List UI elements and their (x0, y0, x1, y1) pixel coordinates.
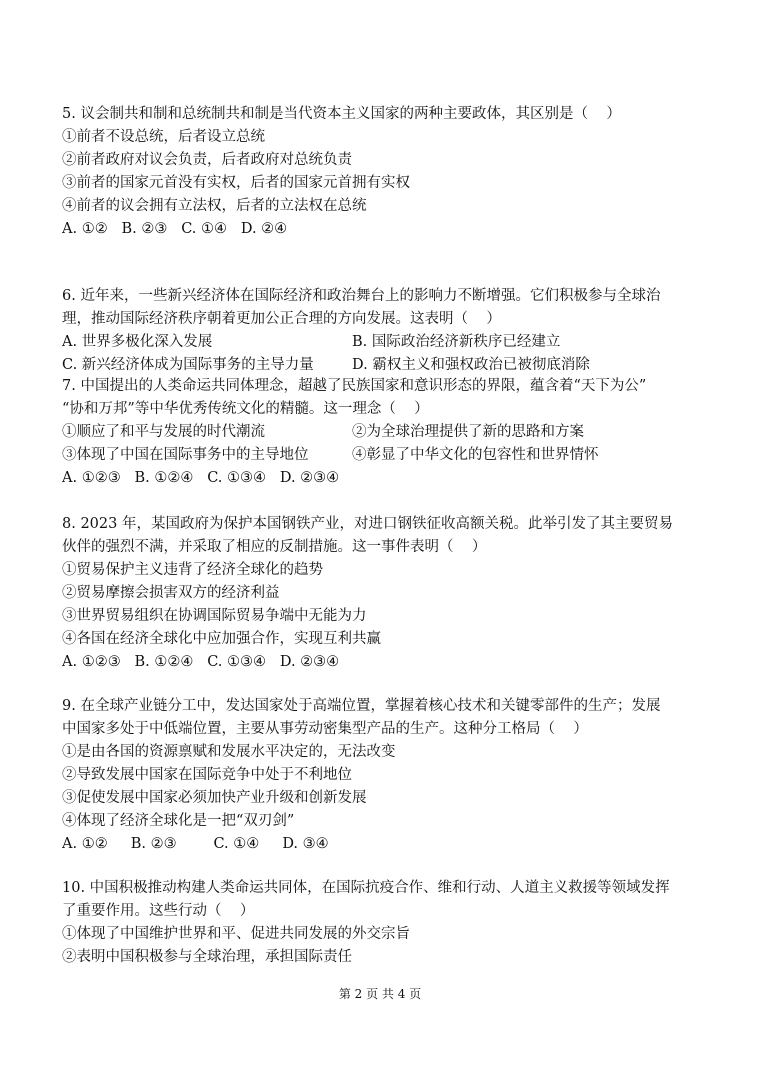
question-9 (62, 695, 712, 856)
question-6 (62, 285, 712, 377)
statement-1: ①顺应了和平与发展的时代潮流 (62, 424, 265, 440)
question-8 (62, 513, 712, 674)
statements-row (62, 444, 712, 467)
option-b: B. 国际政治经济新秩序已经建立 (352, 334, 561, 350)
option-d: D. 霸权主义和强权政治已被彻底消除 (352, 357, 590, 373)
option-a: A. 世界多极化深入发展 (62, 334, 213, 350)
answer-options: A. ①②③ B. ①②④ C. ①③④ D. ②③④ (62, 654, 340, 670)
question-stem: 8. 2023 年，某国政府为保护本国钢铁产业，对进口钢铁征收高额关税。此举引发了其主要贸易 (62, 516, 673, 532)
question-stem: 理，推动国际经济秩序朝着更加公正合理的方向发展。这表明（ ） (62, 311, 501, 327)
statement-4: ④前者的议会拥有立法权，后者的立法权在总统 (62, 198, 367, 214)
statement-3: ③促使发展中国家必须加快产业升级和创新发展 (62, 790, 367, 806)
options-row (62, 331, 712, 354)
statement-4: ④各国在经济全球化中应加强合作，实现互利共赢 (62, 631, 381, 647)
question-7 (62, 375, 712, 490)
question-stem: 5. 议会制共和制和总统制共和制是当代资本主义国家的两种主要政体，其区别是（ ） (62, 106, 621, 122)
page-footer: 第 2 页 共 4 页 (338, 987, 422, 1001)
statement-1: ①前者不设总统，后者设立总统 (62, 129, 265, 145)
statement-3: ③世界贸易组织在协调国际贸易争端中无能为力 (62, 608, 367, 624)
statement-1: ①贸易保护主义违背了经济全球化的趋势 (62, 562, 323, 578)
option-c: C. 新兴经济体成为国际事务的主导力量 (62, 357, 314, 373)
answer-options: A. ①②③ B. ①②④ C. ①③④ D. ②③④ (62, 470, 340, 486)
question-stem: 7. 中国提出的人类命运共同体理念，超越了民族国家和意识形态的界限，蕴含着“天下为公” (62, 378, 647, 394)
options-row (62, 354, 712, 377)
question-stem: 10. 中国积极推动构建人类命运共同体，在国际抗疫合作、维和行动、人道主义救援等领域发挥 (62, 880, 670, 896)
question-5 (62, 103, 712, 241)
statement-4: ④体现了经济全球化是一把“双刃剑” (62, 813, 295, 829)
statement-3: ③体现了中国在国际事务中的主导地位 (62, 447, 309, 463)
question-stem: 伙伴的强烈不满，并采取了相应的反制措施。这一事件表明（ ） (62, 539, 487, 555)
question-10 (62, 877, 712, 969)
statement-3: ③前者的国家元首没有实权，后者的国家元首拥有实权 (62, 175, 410, 191)
statements-row (62, 421, 712, 444)
statement-4: ④彰显了中华文化的包容性和世界情怀 (352, 447, 599, 463)
question-stem: 6. 近年来，一些新兴经济体在国际经济和政治舞台上的影响力不断增强。它们积极参与全球治 (62, 288, 661, 304)
answer-options: A. ①② B. ②③ C. ①④ D. ③④ (62, 836, 329, 852)
statement-1: ①是由各国的资源禀赋和发展水平决定的，无法改变 (62, 744, 396, 760)
statement-2: ②贸易摩擦会损害双方的经济利益 (62, 585, 280, 601)
statement-2: ②表明中国积极参与全球治理，承担国际责任 (62, 949, 352, 965)
statement-2: ②导致发展中国家在国际竞争中处于不利地位 (62, 767, 352, 783)
statement-2: ②前者政府对议会负责，后者政府对总统负责 (62, 152, 352, 168)
question-stem: 9. 在全球产业链分工中，发达国家处于高端位置，掌握着核心技术和关键零部件的生产；发展 (62, 698, 661, 714)
statement-2: ②为全球治理提供了新的思路和方案 (352, 424, 584, 440)
statement-1: ①体现了中国维护世界和平、促进共同发展的外交宗旨 (62, 926, 410, 942)
answer-options: A. ①② B. ②③ C. ①④ D. ②④ (62, 221, 288, 237)
question-stem: 中国家多处于中低端位置，主要从事劳动密集型产品的生产。这种分工格局（ ） (62, 721, 588, 737)
question-stem: “协和万邦”等中华优秀传统文化的精髓。这一理念（ ） (62, 401, 429, 417)
question-stem: 了重要作用。这些行动（ ） (62, 903, 255, 919)
